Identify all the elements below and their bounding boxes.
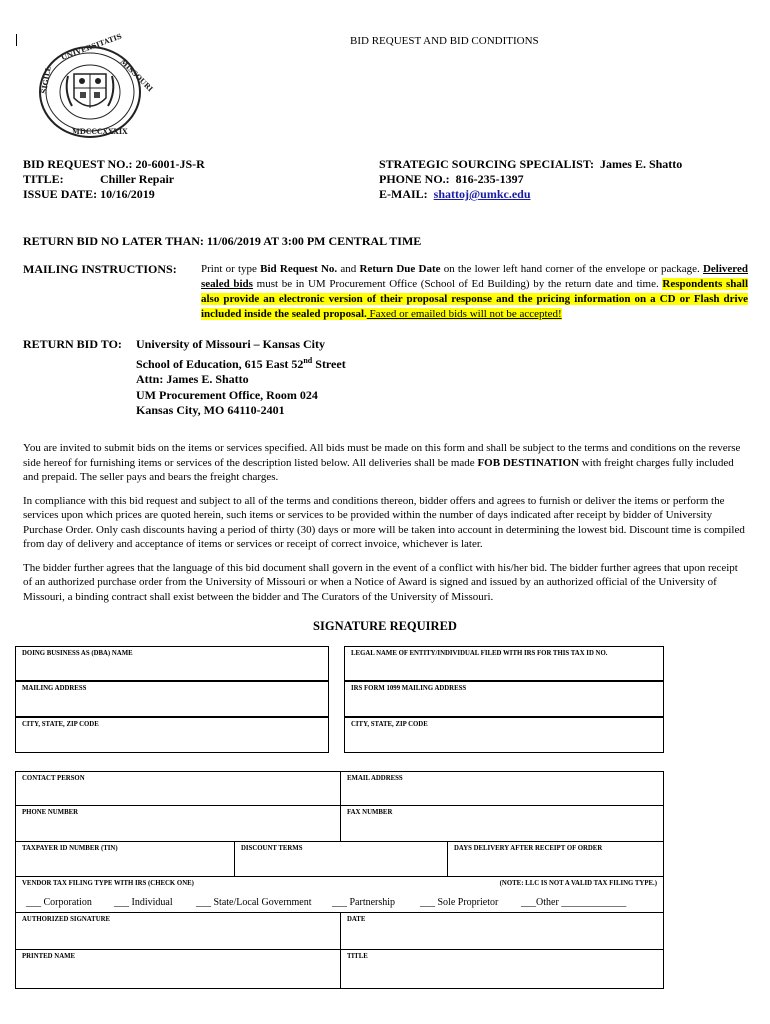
llc-note: (NOTE: LLC IS NOT A VALID TAX FILING TYPE.) — [499, 880, 657, 887]
svg-text:UNIVERSITATIS: UNIVERSITATIS — [59, 31, 123, 62]
bid-no: 20-6001-JS-R — [135, 157, 205, 171]
university-seal-icon — [36, 31, 155, 138]
option-sole-proprietor[interactable]: ___ Sole Proprietor — [420, 897, 499, 908]
option-state-local-government[interactable]: ___ State/Local Government — [196, 897, 312, 908]
mailing-label: MAILING INSTRUCTIONS: — [23, 262, 177, 276]
mailing-instructions: Print or type Bid Request No. and Return Due Date on the lower left hand corner of the envelope or package. Delivered sealed bids must be in UM Procurement Office (School of Ed Building) by the return date and time. Respondents shall also provide an electronic version of their proposal response and the pricing information on a CD or Flash drive included inside the sealed proposal. Faxed or emailed bids will not be accepted! — [201, 263, 749, 320]
date-field[interactable]: DATE — [340, 912, 664, 950]
fax-number-field[interactable]: FAX NUMBER — [340, 805, 664, 842]
mailing-address-field[interactable]: MAILING ADDRESS — [15, 681, 329, 717]
signature-heading: SIGNATURE REQUIRED — [313, 619, 457, 633]
option-corporation[interactable]: ___ Corporation — [26, 897, 92, 908]
doc-title: BID REQUEST AND BID CONDITIONS — [350, 35, 539, 47]
specialist-block — [379, 157, 682, 202]
email-link[interactable]: shattoj@umkc.edu — [433, 187, 531, 201]
title-row: TITLE: Chiller Repair — [23, 172, 175, 186]
email-address-field[interactable]: EMAIL ADDRESS — [340, 771, 664, 806]
text-cursor — [16, 34, 17, 46]
irs-1099-address-field[interactable]: IRS FORM 1099 MAILING ADDRESS — [344, 681, 664, 717]
contact-person-field[interactable]: CONTACT PERSON — [15, 771, 341, 806]
issue-date-row: ISSUE DATE: 10/16/2019 — [23, 187, 155, 201]
vendor-type-section — [15, 876, 664, 913]
return-to-label: RETURN BID TO: — [23, 337, 122, 351]
printed-name-field[interactable]: PRINTED NAME — [15, 949, 341, 989]
phone-row: PHONE NO.: 816-235-1397 — [379, 172, 524, 186]
terms-paragraphs — [23, 441, 749, 604]
paragraph-invitation: You are invited to submit bids on the items or services specified. All bids must be made on this form and shall be subject to the terms and conditions on the reverse side hereof for furnishing items or services of the description listed below. All deliveries shall be made FOB DESTINATION with freight charges fully included and prepaid. The seller pays and bears the freight charges. — [23, 442, 741, 483]
issue-date: 10/16/2019 — [100, 187, 155, 201]
return-deadline: RETURN BID NO LATER THAN: 11/06/2019 AT 3:00 PM CENTRAL TIME — [23, 234, 422, 248]
vendor-type-label: VENDOR TAX FILING TYPE WITH IRS (CHECK ONE) — [22, 880, 194, 887]
option-other[interactable]: ___Other _____________ — [521, 897, 627, 908]
tin-field[interactable]: TAXPAYER ID NUMBER (TIN) — [15, 841, 235, 877]
city-state-zip-field[interactable]: CITY, STATE, ZIP CODE — [15, 717, 329, 753]
dba-field[interactable]: DOING BUSINESS AS (DBA) NAME — [15, 646, 329, 681]
option-partnership[interactable]: ___ Partnership — [332, 897, 396, 908]
discount-terms-field[interactable]: DISCOUNT TERMS — [234, 841, 448, 877]
bid-title: Chiller Repair — [100, 172, 175, 186]
svg-text:MDCCCXXXIX: MDCCCXXXIX — [72, 127, 128, 136]
days-delivery-field[interactable]: DAYS DELIVERY AFTER RECEIPT OF ORDER — [447, 841, 664, 877]
authorized-signature-field[interactable]: AUTHORIZED SIGNATURE — [15, 912, 341, 950]
bid-no-row: BID REQUEST NO.: 20-6001-JS-R — [23, 157, 205, 171]
phone-number-field[interactable]: PHONE NUMBER — [15, 805, 341, 842]
paragraph-compliance: In compliance with this bid request and subject to all of the terms and conditions thereon, bidder offers and agrees to furnish or deliver the items or perform the services upon which prices are quoted herein, such items or services to be provided within the number of days indicated after receipt by bidder of University Purchase Order. Only cash discounts having a period of thirty (30) days or more will be taken into account in determining the lowest bid. Discount time is compiled from day of delivery and acceptance of items or services or receipt of correct invoice, whichever is later. — [23, 494, 745, 550]
specialist-row: STRATEGIC SOURCING SPECIALIST: James E. Shatto — [379, 157, 683, 171]
svg-text:MISSOURI: MISSOURI — [118, 57, 155, 94]
option-individual[interactable]: ___ Individual — [114, 897, 173, 908]
paragraph-language: The bidder further agrees that the language of this bid document shall govern in the event of a conflict with his/her bid. The bidder further agrees that upon receipt of an authorized purchase order from the University of Missouri or when a Notice of Award is signed and issued by an authorized official of the University of Missouri, a binding contract shall exist between the bidder and The Curators of the University of Missouri. — [23, 561, 738, 603]
legal-name-field[interactable]: LEGAL NAME OF ENTITY/INDIVIDUAL FILED WITH IRS FOR THIS TAX ID NO. — [344, 646, 664, 681]
irs-city-state-zip-field[interactable]: CITY, STATE, ZIP CODE — [344, 717, 664, 753]
return-address: University of Missouri – Kansas City School of Education, 615 East 52nd Street Attn: James E. Shatto UM Procurement Office, Room 024 Kansas City, MO 64110-2401 — [136, 337, 346, 417]
svg-text:SIGILL: SIGILL — [39, 65, 53, 95]
bid-info-block — [23, 157, 205, 202]
email-row: E-MAIL: shattoj@umkc.edu — [379, 187, 531, 201]
title-field[interactable]: TITLE — [340, 949, 664, 989]
